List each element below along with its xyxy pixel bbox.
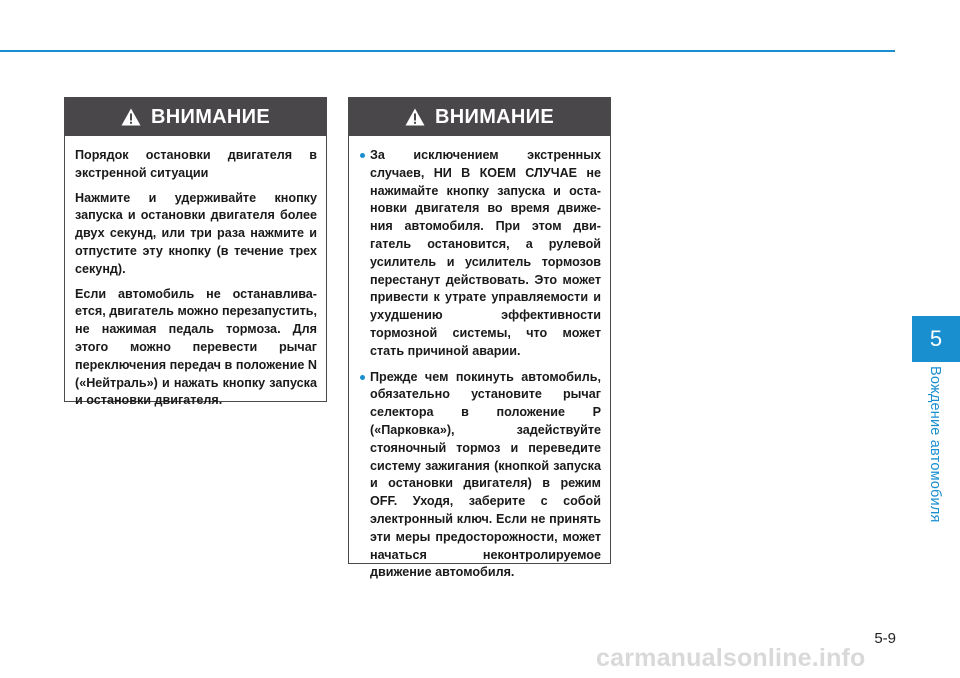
top-rule	[0, 50, 895, 52]
warning-body	[65, 136, 326, 410]
warning-body	[349, 136, 610, 582]
warning-box-emergency-stop	[64, 97, 327, 408]
page-number: 5-9	[874, 630, 896, 647]
chapter-number-tab	[912, 316, 960, 362]
bullet-dot-icon	[360, 153, 365, 158]
warning-paragraph: Порядок остановки двигателя в экстренной ситуации	[75, 148, 317, 180]
warning-title: ВНИМАНИЕ	[435, 105, 554, 128]
warning-header	[349, 98, 610, 136]
warning-list-item-text: За исключением экстренных случаев, НИ В КОЕМ СЛУЧАЕ не нажимайте кнопку запуска и остановки двигателя во время движения автомобиля. При этом двигатель остановится, а рулевой усилитель и усилитель тормозов перестанут действовать. Это может привести к утрате управляемости и ухудшению эффективности тормозной системы, что может стать причиной аварии.	[370, 148, 601, 358]
warning-triangle-icon	[121, 108, 141, 126]
warning-header	[65, 98, 326, 136]
bullet-dot-icon	[360, 375, 365, 380]
warning-list-item	[359, 369, 601, 583]
warning-triangle-icon	[405, 108, 425, 126]
chapter-title: Вождение автомобиля	[927, 366, 943, 523]
warning-paragraph: Нажмите и удерживайте кнопку запуска и остановки двигателя более двух секунд, или три раза нажмите и отпустите эту кнопку (в течение трех секунд).	[75, 190, 317, 276]
chapter-number: 5	[929, 326, 943, 351]
warning-list-item-text: Прежде чем покинуть автомобиль, обязательно установите рычаг селектора в положение P («Парковка»), задействуйте стояночный тормоз и переведите систему зажигания (кнопкой запуска и остановки двигателя) в режим OFF. Уходя, заберите с собой электронный ключ. Если не принять эти меры предосторожности, может начаться неконтролируемое движение автомобиля.	[370, 369, 601, 580]
warning-list	[359, 147, 601, 582]
warning-title: ВНИМАНИЕ	[151, 105, 270, 128]
watermark: carmanualsonline.info	[596, 644, 866, 672]
warning-paragraph: Если автомобиль не останавливается, двигатель можно перезапустить, не нажимая педаль тормоза. Для этого можно перевести рычаг переключения передач в положение N («Нейтраль») и нажать кнопку запуска и остановки двигателя.	[75, 286, 317, 408]
warning-box-engine-button	[348, 97, 611, 580]
warning-list-item	[359, 147, 601, 361]
